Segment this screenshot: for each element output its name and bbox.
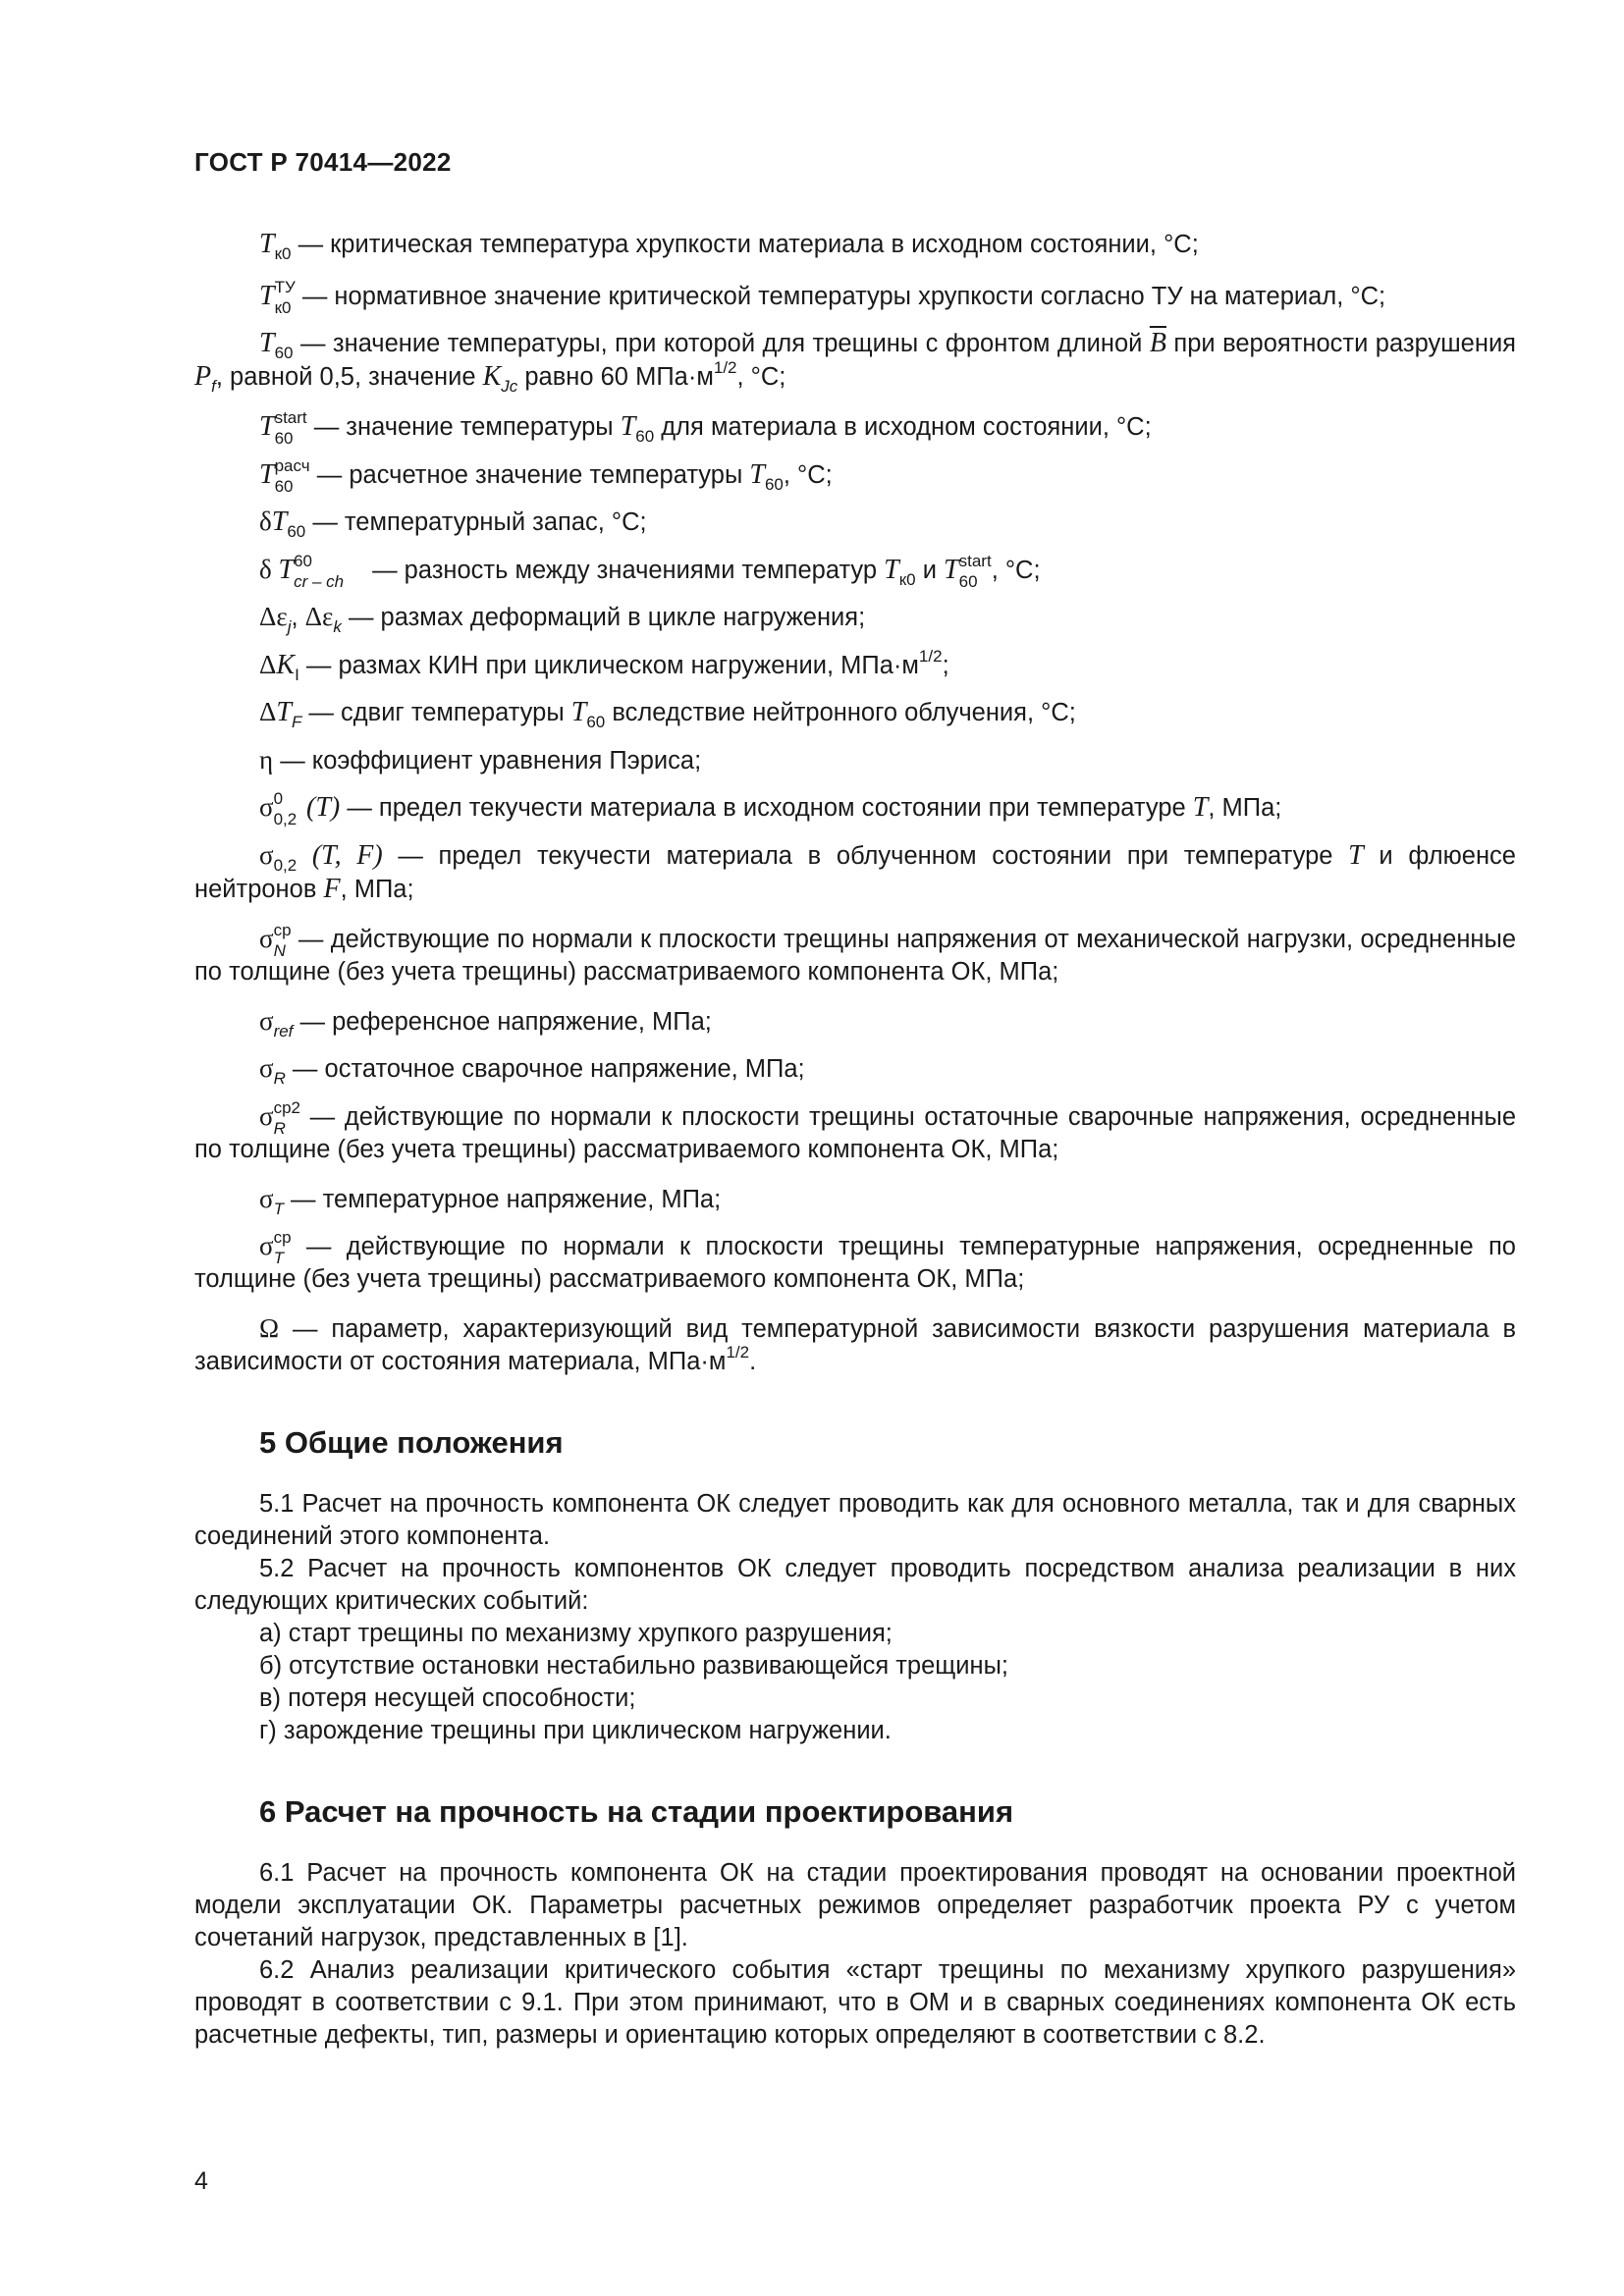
symbol-definition: $\sigma_{ref}$ — референсное напряжение, МПа; — [259, 1005, 712, 1041]
list-item: а) старт трещины по механизму хрупкого разрушения; — [259, 1620, 893, 1647]
list-item: б) отсутствие остановки нестабильно развивающейся трещины; — [259, 1652, 1008, 1680]
symbol-definition: T ТУ к0 — нормативное значение критической температуры хрупкости согласно ТУ на материал, °С; — [259, 277, 1386, 317]
symbol-definition: σ ср T — действующие по нормали к плоскости трещины температурные напряжения, осредненные по толщине (без учета трещины) рассматриваемого компонента ОК, МПа; — [194, 1228, 1516, 1293]
paragraph: 5.2 Расчет на прочность компонентов ОК следует проводить посредством анализа реализации в них следующих критических событий: — [194, 1555, 1516, 1615]
symbol-definition: $\Delta K_I$ — размах КИН при циклическом нагружении, $МПа\cdot м^{1/2}$; — [259, 646, 949, 684]
symbol-definition: σ ср N — действующие по нормали к плоскости трещины напряжения от механической нагрузки, осредненные по толщине (без учета трещины) рассматриваемого компонента ОК, МПа; — [194, 920, 1516, 986]
section-heading: 6 Расчет на прочность на стадии проектирования — [259, 1794, 1014, 1829]
symbol-definition: $\Delta T_F$ — сдвиг температуры $T_{60}$ вследствие нейтронного облучения, °С; — [259, 697, 1076, 731]
symbol-definition: $T_{к0}$ — критическая температура хрупкости материала в исходном состоянии, °С; — [259, 229, 1199, 263]
symbol-definition: $\delta T_{60}$ — температурный запас, °С; — [259, 507, 647, 541]
symbol-definition: $\sigma_{0,2}$ (T, F) — предел текучести материала в облученном состоянии при температуре T и флюенсе нейтронов F, МПа; — [194, 839, 1516, 904]
list-item: г) зарождение трещины при циклическом нагружении. — [259, 1717, 892, 1744]
symbol-definition: σ ср2 R — действующие по нормали к плоскости трещины остаточные сварочные напряжения, осредненные по толщине (без учета трещины) рассматриваемого компонента ОК, МПа; — [194, 1097, 1516, 1163]
symbol-definition: $\sigma_T$ — температурное напряжение, МПа; — [259, 1183, 722, 1218]
document-header: ГОСТ Р 70414—2022 — [194, 147, 452, 177]
symbol-definition: η — коэффициент уравнения Пэриса; — [259, 744, 702, 774]
page-number: 4 — [194, 2167, 208, 2195]
symbol-definition: Ω — параметр, характеризующий вид температурной зависимости вязкости разрушения материала в зависимости от состояния материала, $МПа\cdot м^{1/2}$. — [194, 1313, 1516, 1375]
paragraph: 6.2 Анализ реализации критического события «старт трещины по механизму хрупкого разрушения» проводят в соответствии с 9.1. При этом принимают, что в ОМ и в сварных соединениях компонента ОК есть расчетные дефекты, тип, размеры и ориентацию которых определяют в соответствии с 8.2. — [194, 1956, 1516, 2049]
symbol-definition: $\sigma_R$ — остаточное сварочное напряжение, МПа; — [259, 1053, 805, 1088]
symbol-definition: $\Delta\varepsilon_j$, $\Delta\varepsilon_k$ — размах деформаций в цикле нагружения; — [259, 602, 866, 636]
symbol-definition: δ T 60 cr – ch — разность между значениями температур $T_{к0}$ и T start 60 , °С; — [259, 551, 1041, 591]
section-heading: 5 Общие положения — [259, 1425, 564, 1460]
symbol-definition: T start 60 — значение температуры $T_{60}$ для материала в исходном состоянии, °С; — [259, 408, 1152, 448]
list-item: в) потеря несущей способности; — [259, 1684, 636, 1712]
symbol-definition: σ 0 0,2 (T) — предел текучести материала в исходном состоянии при температуре T, МПа; — [259, 789, 1282, 828]
document-body — [194, 228, 1516, 2052]
symbol-definition: T расч 60 — расчетное значение температуры $T_{60}$, °С; — [259, 455, 833, 496]
symbol-definition: $T_{60}$ — значение температуры, при которой для трещины с фронтом длиной $\overline{B}$ при вероятности разрушения $P_f$, равной 0,5, значение $K_{Jc}$ равно 60 $МПа\cdot м^{1/2}$, °С; — [194, 328, 1516, 396]
paragraph: 6.1 Расчет на прочность компонента ОК на стадии проектирования проводят на основании проектной модели эксплуатации ОК. Параметры расчетных режимов определяет разработчик проекта РУ с учетом сочетаний нагрузок, представленных в [1]. — [194, 1859, 1516, 1951]
paragraph: 5.1 Расчет на прочность компонента ОК следует проводить как для основного металла, так и для сварных соединений этого компонента. — [194, 1490, 1516, 1550]
